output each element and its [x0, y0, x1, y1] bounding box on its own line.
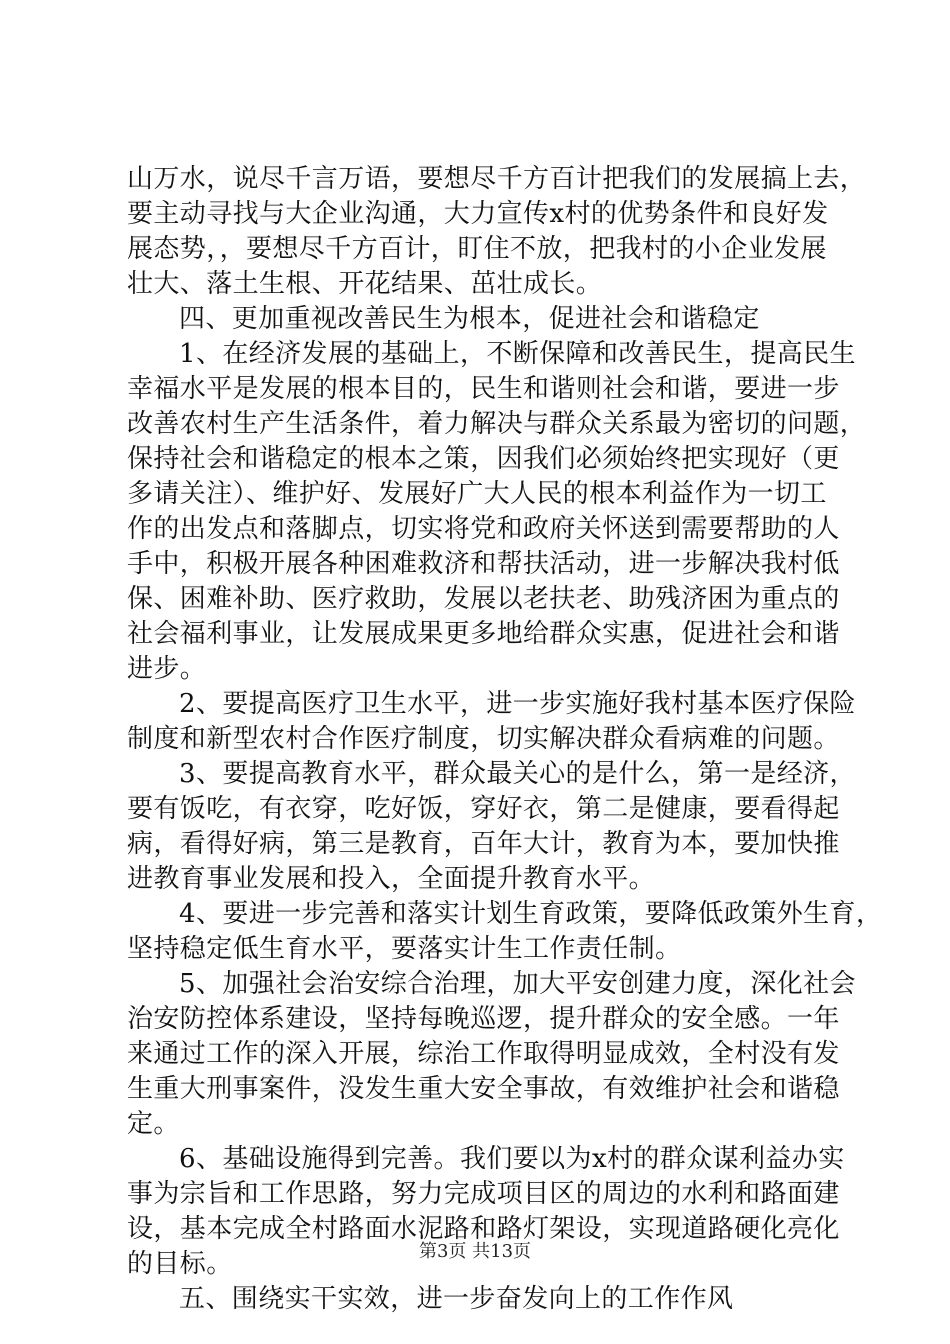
text-line: 5、加强社会治安综合治理，加大平安创建力度，深化社会 — [179, 969, 856, 999]
text-line: 四、更加重视改善民生为根本，促进社会和谐稳定 — [179, 304, 760, 334]
text-line: 保持社会和谐稳定的根本之策，因我们必须始终把实现好（更 — [127, 444, 840, 474]
text-line: 4、要进一步完善和落实计划生育政策，要降低政策外生育， — [179, 899, 883, 929]
document-body — [127, 162, 883, 1317]
paragraph-item-5 — [127, 967, 856, 1142]
text-line: 坚持稳定低生育水平，要落实计生工作责任制。 — [127, 934, 682, 964]
text-line: 6、基础设施得到完善。我们要以为x村的群众谋利益办实 — [179, 1144, 845, 1174]
text-line: 手中，积极开展各种困难救济和帮扶活动，进一步解决我村低 — [127, 549, 840, 579]
text-line: 来通过工作的深入开展，综治工作取得明显成效，全村没有发 — [127, 1039, 840, 1069]
text-line: 1、在经济发展的基础上，不断保障和改善民生，提高民生 — [179, 339, 856, 369]
text-line: 治安防控体系建设，坚持每晚巡逻，提升群众的安全感。一年 — [127, 1004, 840, 1034]
text-line: 2、要提高医疗卫生水平，进一步实施好我村基本医疗保险 — [179, 689, 856, 719]
text-line: 五、围绕实干实效，进一步奋发向上的工作作风 — [179, 1284, 734, 1314]
text-line: 多请关注）、维护好、发展好广大人民的根本利益作为一切工 — [127, 479, 827, 509]
text-line: 改善农村生产生活条件，着力解决与群众关系最为密切的问题， — [127, 409, 867, 439]
paragraph-heading-4 — [127, 302, 827, 337]
text-line: 设，基本完成全村路面水泥路和路灯架设，实现道路硬化亮化 — [127, 1214, 840, 1244]
text-line: 要有饭吃，有衣穿，吃好饭，穿好衣，第二是健康，要看得起 — [127, 794, 840, 824]
text-line: 病，看得好病，第三是教育，百年大计，教育为本，要加快推 — [127, 829, 840, 859]
page-number-footer: 第3页 共13页 — [418, 1241, 532, 1262]
paragraph-p-continuation — [127, 162, 867, 302]
text-line: 进步。 — [127, 654, 207, 684]
paragraph-item-1 — [127, 337, 867, 687]
text-line: 社会福利事业，让发展成果更多地给群众实惠，促进社会和谐 — [127, 619, 840, 649]
paragraph-item-3 — [127, 757, 856, 897]
text-line: 要主动寻找与大企业沟通，大力宣传x村的优势条件和良好发 — [127, 199, 829, 229]
paragraph-heading-5 — [127, 1282, 827, 1317]
text-line: 保、困难补助、医疗救助，发展以老扶老、助残济困为重点的 — [127, 584, 840, 614]
text-line: 山万水，说尽千言万语，要想尽千方百计把我们的发展搞上去， — [127, 164, 867, 194]
paragraph-item-4 — [127, 897, 883, 967]
text-line: 事为宗旨和工作思路，努力完成项目区的周边的水利和路面建 — [127, 1179, 840, 1209]
paragraph-item-2 — [127, 687, 856, 757]
text-line: 壮大、落土生根、开花结果、茁壮成长。 — [127, 269, 603, 299]
text-line: 幸福水平是发展的根本目的，民生和谐则社会和谐，要进一步 — [127, 374, 840, 404]
text-line: 进教育事业发展和投入，全面提升教育水平。 — [127, 864, 656, 894]
text-line: 3、要提高教育水平，群众最关心的是什么，第一是经济， — [179, 759, 856, 789]
text-line: 的目标。 — [127, 1249, 233, 1279]
text-line: 制度和新型农村合作医疗制度，切实解决群众看病难的问题。 — [127, 724, 840, 754]
text-line: 定。 — [127, 1109, 180, 1139]
text-line: 生重大刑事案件，没发生重大安全事故，有效维护社会和谐稳 — [127, 1074, 840, 1104]
text-line: 作的出发点和落脚点，切实将党和政府关怀送到需要帮助的人 — [127, 514, 840, 544]
text-line: 展态势，，要想尽千方百计，盯住不放，把我村的小企业发展 — [127, 234, 827, 264]
